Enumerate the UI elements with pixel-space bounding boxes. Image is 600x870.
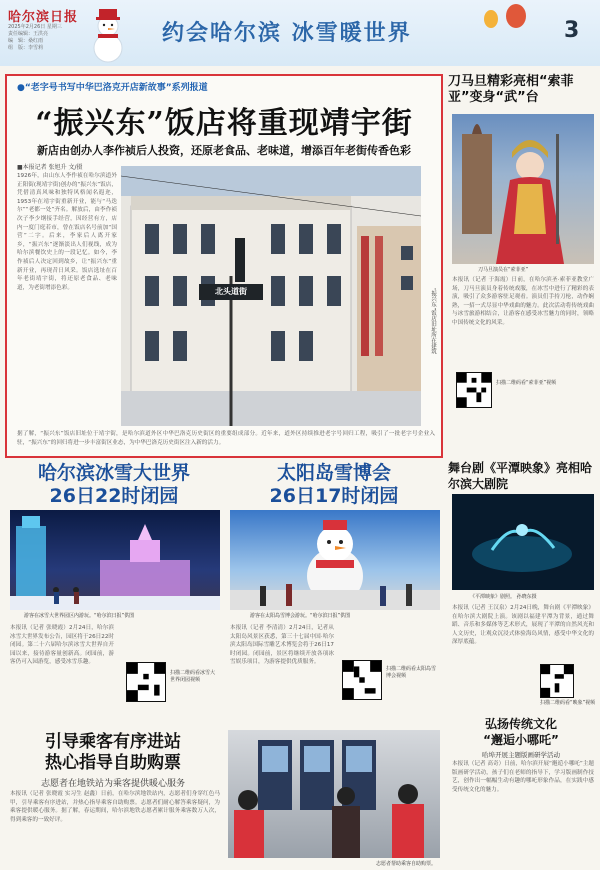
opera-photo-caption: 刀马旦演员在“索菲亚” xyxy=(478,267,529,273)
ice-world-headline[interactable]: 哈尔滨冰雪大世界 26日22时闭园 xyxy=(37,462,190,507)
qr-label: 扫描二维码看“索菲亚”视频 xyxy=(496,380,557,386)
qr-code[interactable] xyxy=(342,660,382,700)
balloon-icon xyxy=(484,10,498,28)
ice-world-body: 本报讯（记者 张晓霞）2月24日，哈尔滨冰雪大世界发布公告，园区将于26日22时闭园。第二十六届哈尔滨冰雪大世界自开园以来，接待游客量创新高。闭园前，游客仍可入园游览，感受冰雪乐趣。 xyxy=(10,625,114,666)
subway-photo xyxy=(228,730,440,858)
lead-subheadline: 新店由创办人李作祯后人投资，还原老食品、老味道，增添百年老街传香色彩 xyxy=(37,144,411,157)
dance-caption: 《平潭映象》剧照。 孙晓东摄 xyxy=(470,594,537,600)
newspaper-brand: 哈尔滨日报 xyxy=(8,10,79,25)
qr-label: 扫描二维码看“映象”视频 xyxy=(540,700,596,706)
ice-world-caption: 游客在冰雪大世界园区内游玩。“哈尔滨日报”供图 xyxy=(24,613,135,619)
subway-body: 本报讯（记者 张晓霞 实习生 赵鑫）日前，在哈尔滨地铁站内，志愿者们身穿红色马甲，引导乘客有序进站，并热心指导乘客自助购票。志愿者们耐心解答乘客疑问，为乘客提供暖心服务。据了解，春运期间，哈尔滨地铁志愿者累计服务乘客数万人次，得到乘客的一致好评。 xyxy=(10,791,220,823)
sun-island-caption: 游客在太阳岛雪博会游玩。“哈尔滨日报”供图 xyxy=(250,613,351,619)
masthead xyxy=(0,0,600,66)
photo-caption: “振兴东”饭店旧址所在建筑 xyxy=(430,288,436,355)
daomadan-body-more xyxy=(452,412,594,458)
snowman-mascot-icon xyxy=(86,6,130,64)
byline: ■本报记者 张旭升 文/摄 xyxy=(17,164,83,171)
dance-body: 本报讯（记者 王汉泉）2月24日晚，舞台剧《平潭映象》在哈尔滨大剧院上演。该剧以福建平潭为背景，通过舞蹈、音乐和多媒体等艺术形式，展现了平潭的自然风光和人文历史，让观众沉浸式体验海岛风情，感受中华文化的深厚底蕴。 xyxy=(452,605,594,646)
ice-world-photo xyxy=(10,510,220,610)
street-sign: 北头道街 xyxy=(215,287,247,296)
lead-body-bottom: 据了解，“振兴东”饭店旧址位于靖宇街，是哈尔滨道外区中华巴洛克历史街区的重要组成部分。近年来，道外区持续推进老字号回归工程，吸引了一批老字号企业入驻，“振兴东”的回归将进一步丰富街区业态，为中华巴洛克历史街区注入新的活力。 xyxy=(17,431,435,446)
qr-code[interactable] xyxy=(456,372,492,408)
qr-code[interactable] xyxy=(540,664,574,698)
right-column xyxy=(448,74,596,106)
subway-headline[interactable]: 引导乘客有序进站 热心指导自助购票 志愿者在地铁站为乘客提供暖心服务 xyxy=(40,732,185,789)
issue-meta: 2025年2月26日 星期三 责任编辑：王洪亮 编 辑：桑红雨 组 版：李雪莉 xyxy=(8,24,62,51)
building-photo xyxy=(121,166,421,426)
subway-caption: 志愿者帮助乘客自助购票。 xyxy=(376,861,437,867)
daomadan-headline[interactable]: 刀马旦精彩亮相“索菲亚”变身“武”台 xyxy=(448,74,574,105)
snowman-sculpture-photo xyxy=(230,510,440,610)
page-number: 3 xyxy=(564,18,580,43)
dance-photo xyxy=(452,494,594,590)
qr-code[interactable] xyxy=(126,662,166,702)
sun-island-headline[interactable]: 太阳岛雪博会 26日17时闭园 xyxy=(269,462,399,507)
daomadan-body: 本报讯（记者 于海霞）日前，在哈尔滨圣·索菲亚教堂广场，刀马旦演员身着传统戏服，在冰雪中进行了精彩的表演，吸引了众多游客驻足观看。演员们手持刀枪，动作娴熟，一招一式尽显中华戏曲的魅力。此次活动将传统戏曲与冰雪旅游相结合，让游客在感受冰雪魅力的同时，领略中国传统文化的风采。 xyxy=(452,277,594,326)
dance-headline[interactable]: 舞台剧《平潭映象》亮相哈尔滨大剧院 xyxy=(448,461,593,491)
opera-performer-photo xyxy=(452,114,594,264)
culture-headline[interactable]: 弘扬传统文化 “邂逅小哪吒” 哈埠开展主题版画研学活动 xyxy=(482,717,560,759)
culture-body: 本报讯（记者 高奇）日前，哈尔滨开展“邂逅小哪吒”主题版画研学活动，孩子们在老师的指导下，学习版画制作技艺，创作出一幅幅生动有趣的哪吒形象作品，在实践中感受传统文化的魅力。 xyxy=(452,761,594,793)
lead-body-col1: 1926年，由山东人李作祯在哈尔滨道外正阳街(现靖宇街)创办的“振兴东”饭店，凭借清真风味和独特风格闻名遐迩，1953年在靖宇街重新开业，能与“马迭尔”“老都一处”齐名。解放后，由李作祯次子李少纲接手经营，因经营有方，店内一度门庭若市，曾在饭店名号前加“国营”二字。后来，李家后人离开家乡，“振兴东”逐渐淡出人们视线，成为哈尔滨餐饮史上的一段记忆。如今，李作祯后人决定回到故乡，让“振兴东”重新开业，再现昔日风采。饭店选址在百年老街靖宇街，将还原老食品、老味道，为老街增添色彩。 xyxy=(17,173,117,291)
balloon-icon xyxy=(506,4,526,28)
masthead-headline: 约会哈尔滨 冰雪暖世界 xyxy=(162,21,412,46)
series-label: ●“老字号书写中华巴洛克开店新故事”系列报道 xyxy=(17,83,208,93)
lead-headline: “振兴东”饭店将重现靖宇街 xyxy=(35,106,413,141)
lead-article[interactable] xyxy=(5,74,443,458)
sun-island-body: 本报讯（记者 李清清）2月24日，记者从太阳岛风景区获悉，第三十七届中国·哈尔滨太阳岛国际雪雕艺术博览会将于26日17时闭园。闭园前，景区将继续开放各项冰雪娱乐项目，为游客提供优质服务。 xyxy=(230,625,334,666)
qr-label: 扫描二维码看太阳岛雪博会视频 xyxy=(386,666,437,679)
qr-label: 扫描二维码看冰雪大世界闭园视频 xyxy=(170,670,216,683)
